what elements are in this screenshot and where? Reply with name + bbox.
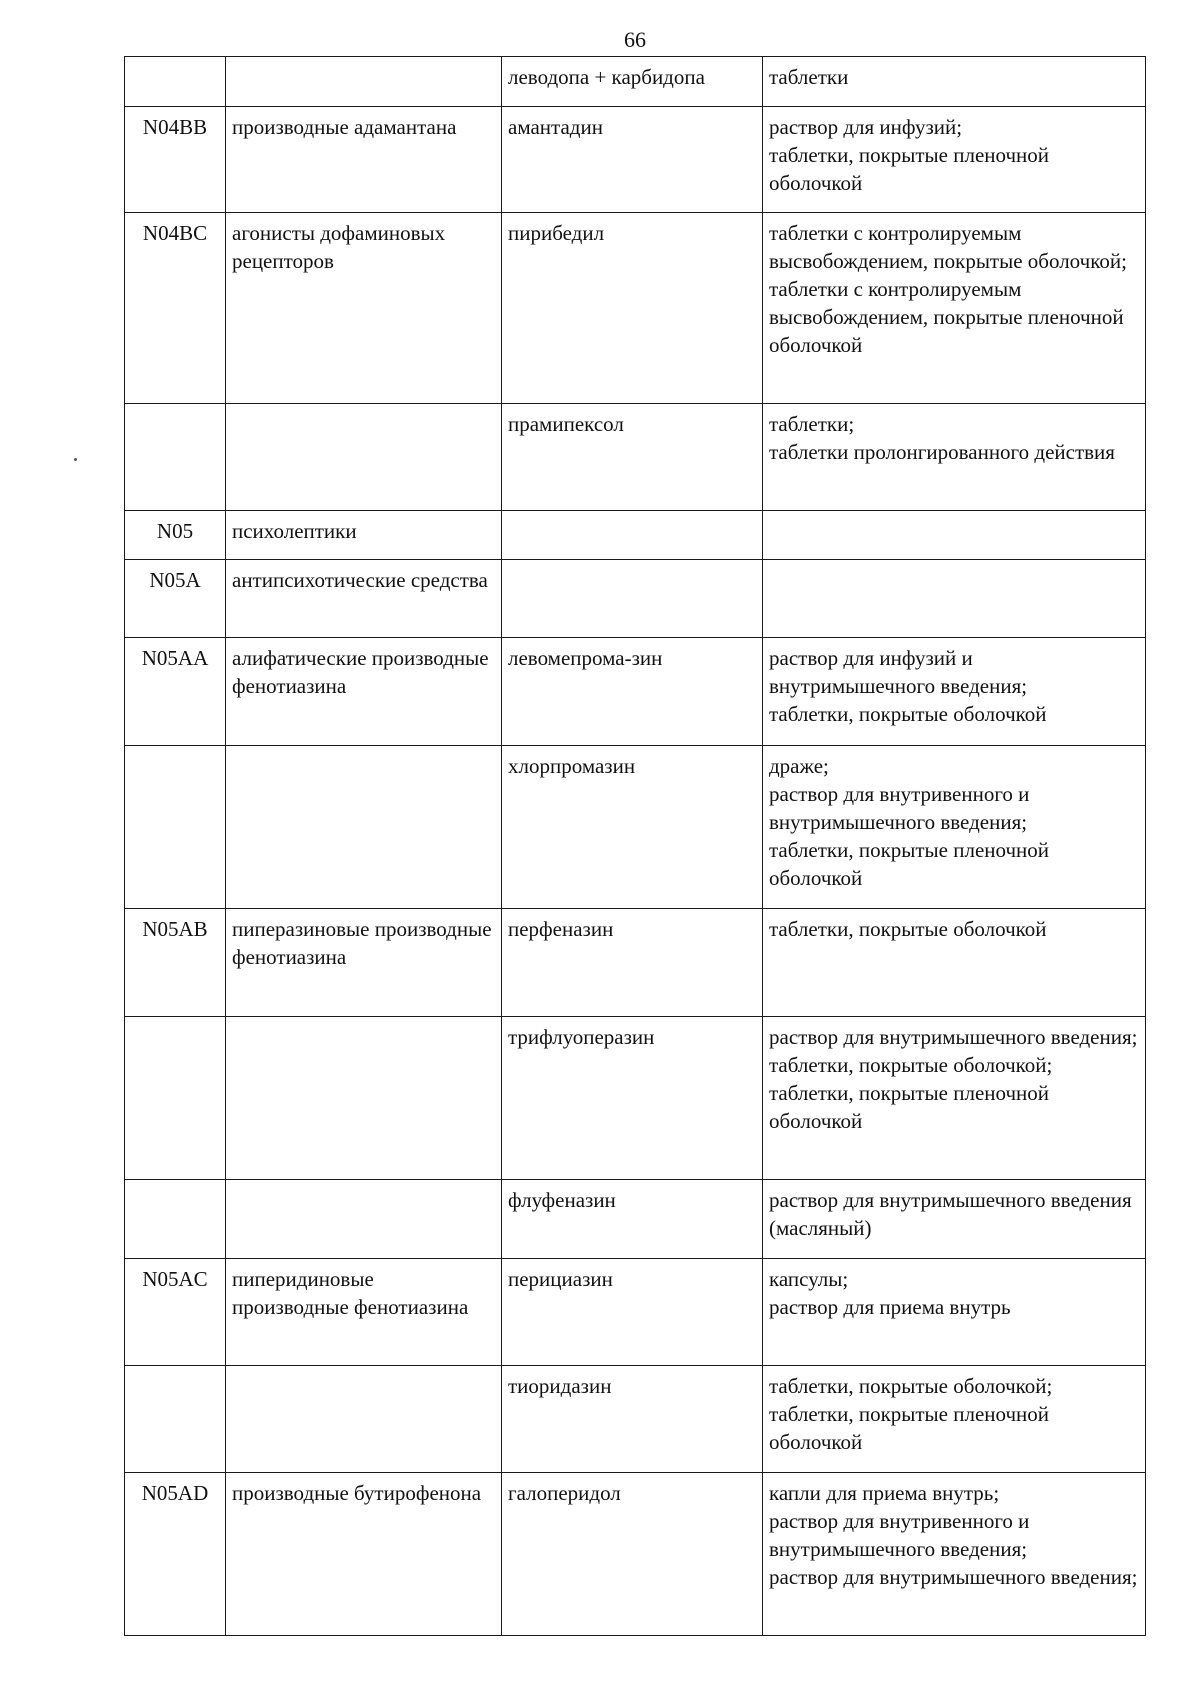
form-cell: таблетки, покрытые оболочкой xyxy=(763,909,1146,1017)
atc-code-cell: N05 xyxy=(125,511,226,560)
atc-code-cell: N04BB xyxy=(125,107,226,213)
group-cell: пиперидиновые производные фенотиазина xyxy=(226,1259,502,1366)
drug-table xyxy=(124,56,1146,1636)
group-cell xyxy=(226,1180,502,1259)
drug-cell: левомепрома-зин xyxy=(502,638,763,746)
table-row xyxy=(125,1473,1146,1636)
atc-code-cell xyxy=(125,746,226,909)
table-row xyxy=(125,1259,1146,1366)
group-cell: производные бутирофенона xyxy=(226,1473,502,1636)
atc-code-cell xyxy=(125,404,226,511)
scan-speck xyxy=(74,458,77,461)
atc-code-cell xyxy=(125,1180,226,1259)
atc-code-cell: N04BC xyxy=(125,213,226,404)
drug-cell: леводопа + карбидопа xyxy=(502,57,763,107)
group-cell xyxy=(226,57,502,107)
group-cell: агонисты дофаминовых рецепторов xyxy=(226,213,502,404)
group-cell xyxy=(226,1366,502,1473)
drug-cell: хлорпромазин xyxy=(502,746,763,909)
table-row xyxy=(125,560,1146,638)
table-row xyxy=(125,107,1146,213)
atc-code-cell: N05AC xyxy=(125,1259,226,1366)
atc-code-cell: N05AB xyxy=(125,909,226,1017)
drug-cell: тиоридазин xyxy=(502,1366,763,1473)
atc-code-cell xyxy=(125,1017,226,1180)
drug-cell: прамипексол xyxy=(502,404,763,511)
table-row xyxy=(125,57,1146,107)
form-cell: таблетки, покрытые оболочкой; таблетки, покрытые пленочной оболочкой xyxy=(763,1366,1146,1473)
table-row xyxy=(125,404,1146,511)
form-cell xyxy=(763,560,1146,638)
form-cell: раствор для инфузий и внутримышечного введения; таблетки, покрытые оболочкой xyxy=(763,638,1146,746)
drug-cell: пирибедил xyxy=(502,213,763,404)
page-number: 66 xyxy=(624,27,646,52)
form-cell: таблетки с контролируемым высвобождением, покрытые оболочкой; таблетки с контролируемым высвобождением, покрытые пленочной оболочкой xyxy=(763,213,1146,404)
table-row xyxy=(125,638,1146,746)
form-cell: раствор для инфузий; таблетки, покрытые пленочной оболочкой xyxy=(763,107,1146,213)
group-cell: пиперазиновые производные фенотиазина xyxy=(226,909,502,1017)
table-row xyxy=(125,511,1146,560)
drug-cell: амантадин xyxy=(502,107,763,213)
group-cell: алифатические производные фенотиазина xyxy=(226,638,502,746)
form-cell: раствор для внутримышечного введения; таблетки, покрытые оболочкой; таблетки, покрытые пленочной оболочкой xyxy=(763,1017,1146,1180)
group-cell: антипсихотические средства xyxy=(226,560,502,638)
form-cell: капли для приема внутрь; раствор для внутривенного и внутримышечного введения; раствор для внутримышечного введения; xyxy=(763,1473,1146,1636)
atc-code-cell xyxy=(125,1366,226,1473)
table-row xyxy=(125,1180,1146,1259)
group-cell xyxy=(226,1017,502,1180)
form-cell xyxy=(763,511,1146,560)
form-cell: драже; раствор для внутривенного и внутримышечного введения; таблетки, покрытые пленочной оболочкой xyxy=(763,746,1146,909)
form-cell: таблетки xyxy=(763,57,1146,107)
atc-code-cell: N05AD xyxy=(125,1473,226,1636)
table-row xyxy=(125,1017,1146,1180)
table-row xyxy=(125,909,1146,1017)
drug-cell: трифлуоперазин xyxy=(502,1017,763,1180)
drug-cell: флуфеназин xyxy=(502,1180,763,1259)
drug-cell xyxy=(502,511,763,560)
form-cell: раствор для внутримышечного введения (масляный) xyxy=(763,1180,1146,1259)
group-cell: производные адамантана xyxy=(226,107,502,213)
drug-cell: перфеназин xyxy=(502,909,763,1017)
atc-code-cell xyxy=(125,57,226,107)
table-row xyxy=(125,746,1146,909)
atc-code-cell: N05A xyxy=(125,560,226,638)
group-cell xyxy=(226,746,502,909)
form-cell: капсулы; раствор для приема внутрь xyxy=(763,1259,1146,1366)
table-row xyxy=(125,213,1146,404)
atc-code-cell: N05AA xyxy=(125,638,226,746)
group-cell xyxy=(226,404,502,511)
drug-cell xyxy=(502,560,763,638)
group-cell: психолептики xyxy=(226,511,502,560)
form-cell: таблетки; таблетки пролонгированного действия xyxy=(763,404,1146,511)
drug-cell: галоперидол xyxy=(502,1473,763,1636)
drug-cell: перициазин xyxy=(502,1259,763,1366)
table-row xyxy=(125,1366,1146,1473)
